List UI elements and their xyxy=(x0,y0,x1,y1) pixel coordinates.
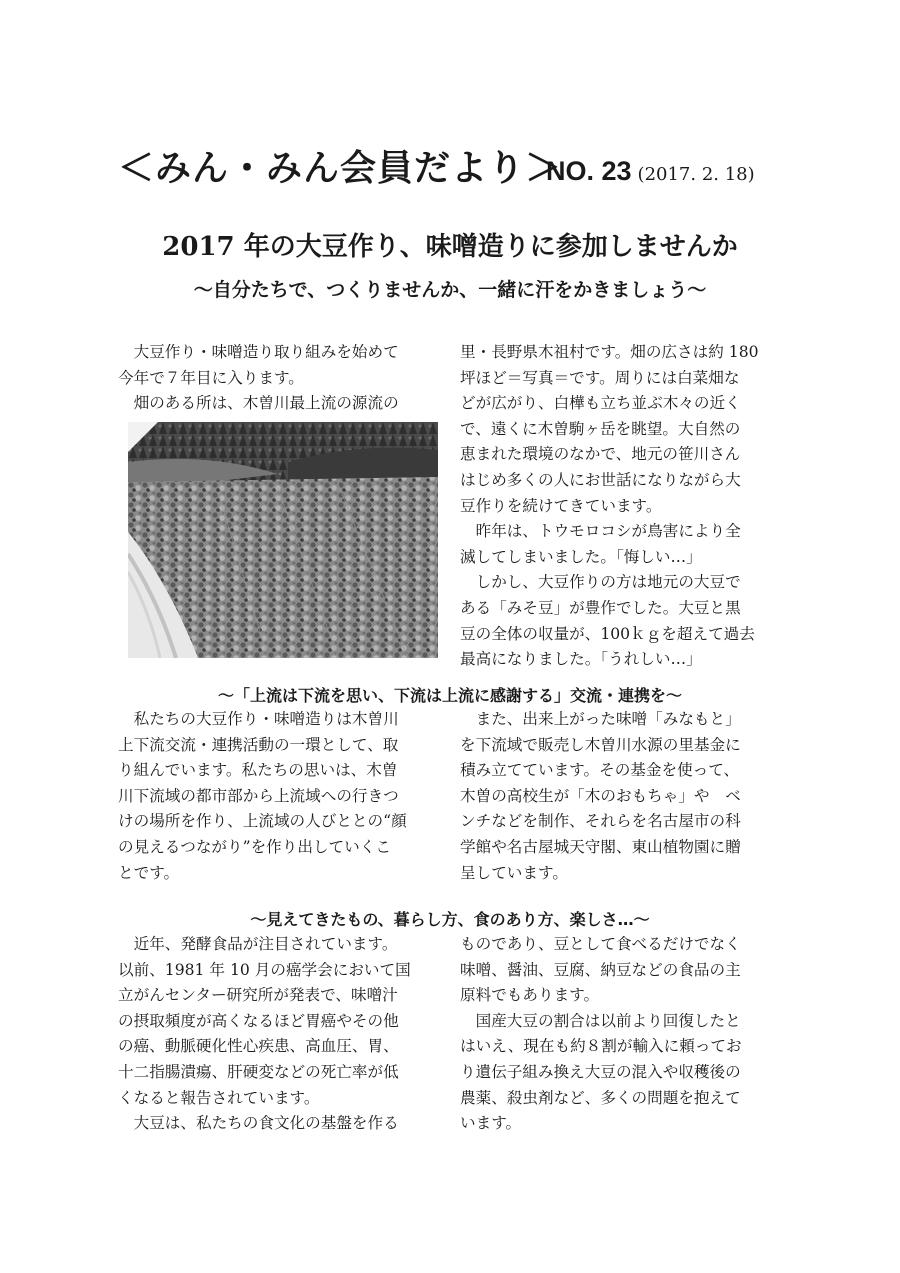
section2-right-column xyxy=(460,707,741,886)
text-line: の見えるつながり”を作り出していくこ xyxy=(118,837,391,856)
text-line: 呈しています。 xyxy=(460,863,568,882)
text-line: 昨年は、トウモロコシが鳥害により全 xyxy=(460,522,741,541)
text-line: 恵まれた環境のなかで、地元の笹川さん xyxy=(460,445,741,464)
text-line: 坪ほど＝写真＝です。周りには白菜畑な xyxy=(460,368,740,387)
newsletter-title: ＜みん・みん会員だより＞ xyxy=(118,148,563,189)
issue-date: (2017. 2. 18) xyxy=(637,164,755,185)
text-line: 国産大豆の割合は以前より回復したと xyxy=(460,1011,741,1030)
text-line: り遺伝子組み換え大豆の混入や収穫後の xyxy=(460,1062,741,1081)
text-line: 十二指腸潰瘍、肝硬変などの死亡率が低 xyxy=(118,1062,399,1081)
text-line: はじめ多くの人にお世話になりながら大 xyxy=(460,470,741,489)
text-line: り組んでいます。私たちの思いは、木曽 xyxy=(118,761,398,780)
section3-heading: ～見えてきたもの、暮らし方、食のあり方、楽しさ…～ xyxy=(250,910,650,929)
text-line: また、出来上がった味噌「みなもと」 xyxy=(460,710,741,728)
text-line: 最高になりました。「うれしい…」 xyxy=(460,650,702,669)
text-line: 豆作りを続けてきています。 xyxy=(460,496,662,515)
text-line: います。 xyxy=(460,1114,522,1133)
text-line: 学館や名古屋城天守閣、東山植物園に贈 xyxy=(460,837,741,856)
issue-number: NO. 23 xyxy=(546,156,632,186)
text-line: の摂取頻度が高くなるほど胃癌やその他 xyxy=(118,1011,399,1030)
text-line: を下流域で販売し木曽川水源の里基金に xyxy=(460,735,741,754)
text-line: けの場所を作り、上流域の人びととの“顔 xyxy=(118,812,407,831)
text-line: 立がんセンター研究所が発表で、味噌汁 xyxy=(118,986,398,1005)
article-subheadline: ～自分たちで、つくりませんか、一緒に汗をかきましょう～ xyxy=(193,279,707,301)
text-line: 近年、発酵食品が注目されています。 xyxy=(118,935,398,953)
soybean-field-photo xyxy=(128,422,438,658)
section2-left-column xyxy=(118,707,407,886)
text-line: 大豆は、私たちの食文化の基盤を作る xyxy=(118,1114,399,1133)
text-line: とです。 xyxy=(118,863,180,882)
section1-right-column xyxy=(460,340,759,673)
text-line: 原料でもあります。 xyxy=(460,986,600,1005)
text-line: 里・長野県木祖村です。畑の広さは約 180 xyxy=(460,343,759,361)
text-line: 味噌、醤油、豆腐、納豆などの食品の主 xyxy=(460,960,741,979)
section2-heading: ～「上流は下流を思い、下流は上流に感謝する」交流・連携を～ xyxy=(217,686,682,705)
section3-left-column xyxy=(118,932,411,1137)
text-line: ある「みそ豆」が豊作でした。大豆と黒 xyxy=(460,598,741,617)
text-line: 畑のある所は、木曽川最上流の源流の xyxy=(118,394,399,413)
text-line: 滅してしまいました。「悔しい…」 xyxy=(460,547,702,566)
text-line: ものであり、豆として食べるだけでなく xyxy=(460,935,741,953)
text-line: 豆の全体の収量が、100ｋｇを超えて過去 xyxy=(460,624,755,643)
text-line: どが広がり、白樺も立ち並ぶ木々の近く xyxy=(460,394,741,413)
text-line: 私たちの大豆作り・味噌造りは木曽川 xyxy=(118,710,399,728)
text-line: の癌、動脈硬化性心疾患、高血圧、胃、 xyxy=(118,1037,399,1056)
section3-right-column xyxy=(460,932,742,1137)
text-line: くなると報告されています。 xyxy=(118,1088,320,1107)
text-line: 木曽の高校生が「木のおもちゃ」や ベ xyxy=(460,786,741,805)
text-line: 今年で７年目に入ります。 xyxy=(118,368,304,387)
text-line: 農薬、殺虫剤など、多くの問題を抱えて xyxy=(460,1088,741,1107)
text-line: ンチなどを制作、それらを名古屋市の科 xyxy=(460,812,741,831)
text-line: 上下流交流・連携活動の一環として、取 xyxy=(118,735,399,754)
issue-info xyxy=(546,156,755,187)
text-line: 大豆作り・味噌造り取り組みを始めて xyxy=(118,343,399,361)
section1-left-column xyxy=(118,340,399,417)
text-line: はいえ、現在も約８割が輸入に頼ってお xyxy=(460,1037,742,1056)
text-line: 川下流域の都市部から上流域への行きつ xyxy=(118,786,399,805)
text-line: 以前、1981 年 10 月の癌学会において国 xyxy=(118,960,411,979)
text-line: で、遠くに木曽駒ヶ岳を眺望。大自然の xyxy=(460,419,741,438)
article-headline: 2017 年の大豆作り、味噌造りに参加しませんか xyxy=(162,232,738,262)
text-line: 積み立てています。その基金を使って、 xyxy=(460,761,740,780)
text-line: しかし、大豆作りの方は地元の大豆で xyxy=(460,573,741,592)
